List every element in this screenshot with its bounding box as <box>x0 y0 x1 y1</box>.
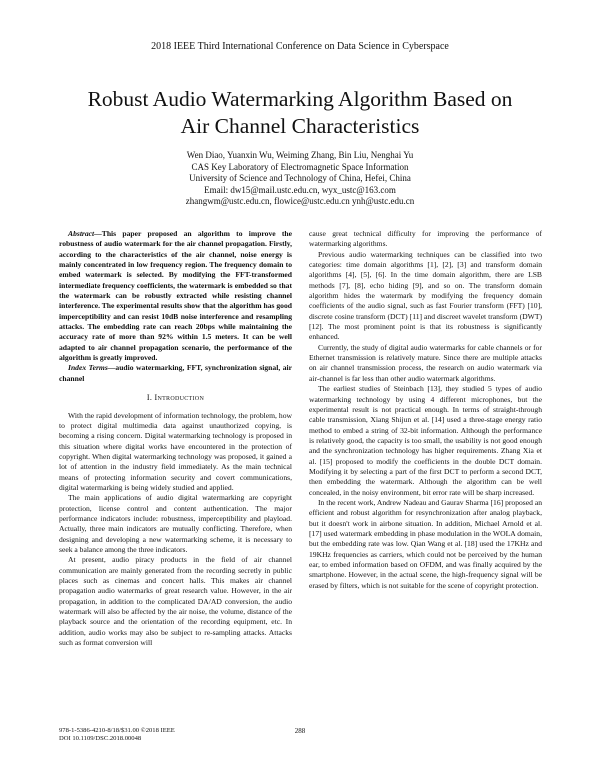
section-title: Introduction <box>154 393 205 403</box>
abstract <box>59 229 292 363</box>
doi-line: DOI 10.1109/DSC.2018.00048 <box>59 735 142 742</box>
title-line-1: Robust Audio Watermarking Algorithm Based on <box>87 87 513 111</box>
index-terms-text: —audio watermarking, FFT, synchronization signal, air channel <box>59 363 293 383</box>
right-paragraph-1: Previous audio watermarking techniques can be classified into two categories: time domain algorithms [1], [2], [3] and transform domain algorithms [4], [5], [6]. In the time domain algorithm, there are LSB methods [7], [8], echo hiding [9], and so on. The transform domain algorithm hides the watermark by modifying the frequency domain coefficients of the audio signal, such as fast Fourier transform (FFT) [10], discrete cosine transform (DCT) [11] and discreet wavelet transform (DWT) [12]. The most prominent point is that its robustness is significantly enhanced. <box>309 249 542 342</box>
author-block <box>100 150 500 208</box>
abstract-label: Abstract <box>68 229 95 238</box>
right-paragraph-4: In the recent work, Andrew Nadeau and Gaurav Sharma [16] proposed an efficient and robust algorithm for resynchronization after analog playback, but it doesn't work in airbone situation. In addition, Michael Arnold et al. [17] used watermark embedding in phase modulation in the WOLA domain, but the embedding rate was low. Qian Wang et al. [18] used the 17KHz and 19KHz frequencies as carriers, which could not be perceived by the human ear, to embed information based on OFDM, and was finally acquired by the smartphone. However, in the actual scene, the high-frequency signal will be erased by filters, which is not suitable for the scene of copyright protection. <box>309 497 542 590</box>
email-line-2: zhangwm@ustc.edu.cn, flowice@ustc.edu.cn ynh@ustc.edu.cn <box>185 196 415 207</box>
page-number: 288 <box>294 727 306 735</box>
index-terms-label: Index Terms <box>68 363 108 373</box>
index-terms <box>59 363 292 384</box>
right-continuation: cause great technical difficulty for improving the performance of watermarking algorithms. <box>309 229 542 249</box>
isbn-line: 978-1-5386-4210-8/18/$31.00 ©2018 IEEE <box>59 727 175 734</box>
section-heading-introduction <box>59 393 292 403</box>
right-paragraph-2: Currently, the study of digital audio watermarks for cable channels or for Ethernet transmission is relatively mature. Since there are multiple attacks on air channel transmission process, the research on audio watermark via air-channel is far less than other audio watermark algorithms. <box>309 342 542 383</box>
section-number: I. <box>146 393 153 403</box>
author-names: Wen Diao, Yuanxin Wu, Weiming Zhang, Bin Liu, Nenghai Yu <box>186 150 414 160</box>
affiliation-2: University of Science and Technology of China, Hefei, China <box>189 173 411 184</box>
email-line-1: Email: dw15@mail.ustc.edu.cn, wyx_ustc@163.com <box>204 184 396 195</box>
paper-title <box>60 86 540 140</box>
right-paragraph-3: The earliest studies of Steinbach [13], they studied 5 types of audio watermarking technology by using 4 different microphones, but the experimental result is not practical enough. In terms of straight-through cable transmission, Xiang Shijun et al. [14] used a three-stage energy ratio method to embed a string of 32-bit information. Although the performance is relatively good, the capacity is too small, the usability is not good enough and the synchronization technology has higher requirements. Zhang Xia et al. [15] proposed to modify the coefficients in the double DCT domain. Modifying it by selecting a part of the first DCT to perform a second DCT, then embedding the watermark. Although the algorithm can be well concealed, in the noisy environment, bit error rate will be sharp increased. <box>309 384 542 497</box>
abstract-text: —This paper proposed an algorithm to improve the robustness of audio watermark for the air channel propagation. Firstly, according to the characteristics of the air channel, noise energy is mainly concentrated in low frequency region. The frequency domain to embed watermark is selected. By modifying the FFT-transformed intermediate frequency coefficients, the watermark is embedded so that the watermark can be robustly extracted while resisting channel interference. The experimental results show that the algorithm has good imperceptibility and can resist 10dB noise interference and resampling attacks. The embedding rate can reach 20bps while maintaining the accuracy rate of more than 92% within 1.5 meters. It can be well adapted to air channel propagation scenario, the performance of the algorithm is greatly improved. <box>59 229 292 363</box>
right-column <box>309 229 542 591</box>
conference-header: 2018 IEEE Third International Conference on Data Science in Cyberspace <box>151 41 449 52</box>
affiliation-1: CAS Key Laboratory of Electromagnetic Space Information <box>191 161 409 172</box>
left-paragraph-1: With the rapid development of information technology, the problem, how to protect digital multimedia data against unauthorized copying, is becoming a rising concern. Digital watermarking technology is proposed in this situation where digital works have encountered in the protection of copyright. When digital watermarking technology was proposed, it gained a lot of attention in the industry field immediately. As the main technical means of protecting information security and covert communications, digital watermarking is being widely studied and applied. <box>59 410 292 492</box>
left-paragraph-2: The main applications of audio digital watermarking are copyright protection, license control and content authentication. The major performance indicators include: robustness, imperceptibility and playload. Actually, three main indicators are mutually conflicting. Therefore, when designing and developing a new watermarking scheme, it is necessary to seek a balance among the three indicators. <box>59 493 292 554</box>
left-paragraph-3: At present, audio piracy products in the field of air channel communication are mainly generated from the recording secretly in public places such as cinemas and concert halls. This makes air channel propagation audio watermarks of great research value. However, in the air propagation, in addition to the complicated DA/AD conversion, the audio watermark will also be affected by the air noise, the volume, distance of the playback source and the orientation of the recording equipment, etc. In addition, audio works may also be subject to re-sampling attacks. Attacks such as format conversion will <box>59 555 292 648</box>
title-line-2: Air Channel Characteristics <box>180 114 420 138</box>
left-column <box>59 229 292 648</box>
